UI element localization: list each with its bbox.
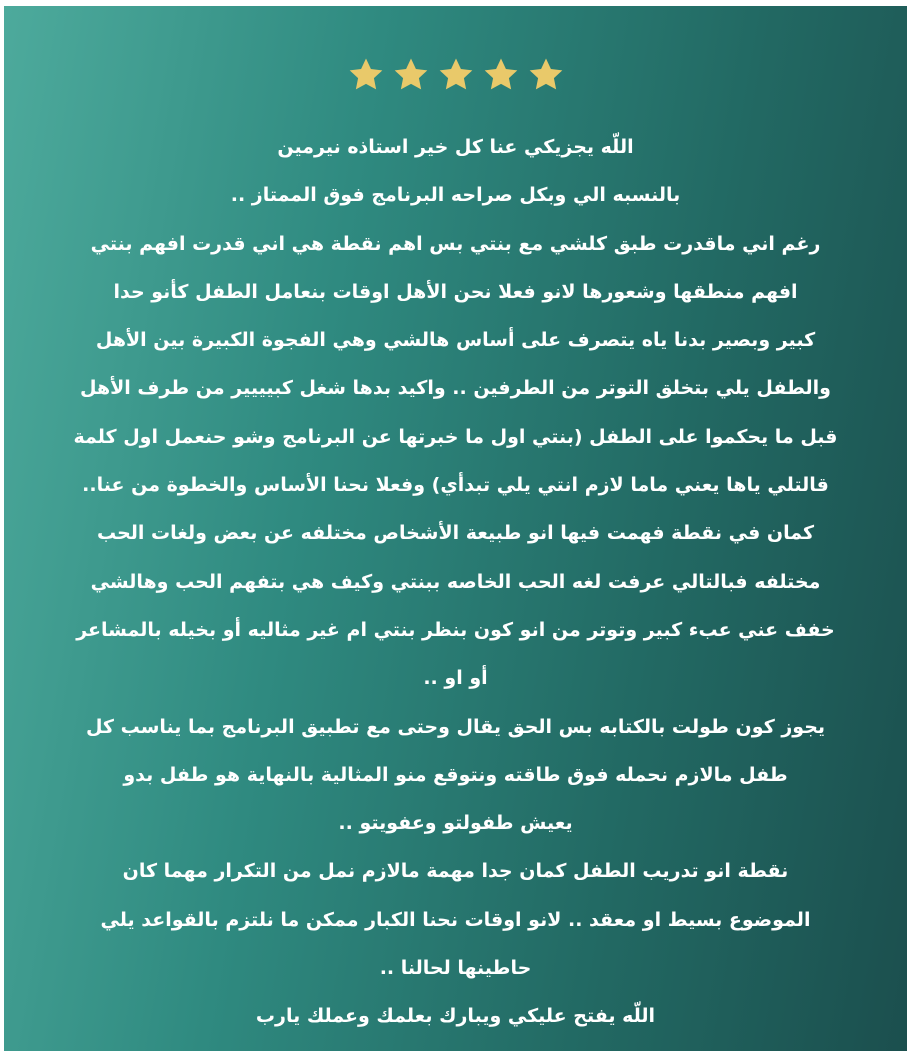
review-line: طفل مالازم نحمله فوق طاقته ونتوقع منو المثالية بالنهاية هو طفل بدو	[123, 763, 788, 786]
review-line: اللّه يجزيكي عنا كل خير استاذه نيرمين	[277, 136, 634, 158]
review-line: قالتلي ياها يعني ماما لازم انتي يلي تبدأي) وفعلا نحنا الأساس والخطوة من عنا..	[82, 474, 829, 497]
review-line: كبير وبصير بدنا ياه يتصرف على أساس هالشي وهي الفجوة الكبيرة بين الأهل	[95, 329, 816, 352]
review-text	[34, 123, 877, 1041]
star-icon	[347, 56, 385, 94]
star-icon	[392, 56, 430, 94]
star-icon	[482, 56, 520, 94]
review-line: بالنسبه الي وبكل صراحه البرنامج فوق الممتاز ..	[230, 184, 681, 207]
star-rating	[4, 56, 907, 96]
review-line: والطفل يلي بتخلق التوتر من الطرفين .. واكيد بدها شغل كبيييير من طرف الأهل	[80, 377, 831, 400]
review-line: كمان في نقطة فهمت فيها انو طبيعة الأشخاص مختلفه عن بعض ولغات الحب	[96, 522, 815, 545]
review-line: أو او ..	[423, 667, 488, 690]
testimonial-card	[4, 6, 907, 1051]
review-line: يجوز كون طولت بالكتابه بس الحق يقال وحتى مع تطبيق البرنامج بما يناسب كل	[85, 715, 826, 738]
review-line: رغم اني ماقدرت طبق كلشي مع بنتي بس اهم نقطة هي اني قدرت افهم بنتي	[90, 232, 821, 255]
review-line: حاطينها لحالنا ..	[379, 957, 532, 980]
review-line: قبل ما يحكموا على الطفل (بنتي اول ما خبرتها عن البرنامج وشو حنعمل اول كلمة	[73, 425, 838, 448]
review-line: خفف عني عبء كبير وتوتر من انو كون بنظر بنتي ام غير مثاليه أو بخيله بالمشاعر	[76, 618, 835, 641]
review-line: نقطة انو تدريب الطفل كمان جدا مهمة مالازم نمل من التكرار مهما كان	[122, 860, 789, 883]
review-line: مختلفه فبالتالي عرفت لغه الحب الخاصه ببنتي وكيف هي بتفهم الحب وهالشي	[90, 570, 821, 593]
review-line: افهم منطقها وشعورها لانو فعلا نحن الأهل اوقات بنعامل الطفل كأنو حدا	[113, 280, 798, 303]
review-line: يعيش طفولتو وعفويتو ..	[338, 812, 573, 835]
star-icon	[437, 56, 475, 94]
review-line: الموضوع بسيط او معقد .. لانو اوقات نحنا الكبار ممكن ما نلتزم بالقواعد يلي	[100, 908, 811, 931]
star-icon	[527, 56, 565, 94]
review-line: اللّه يفتح عليكي ويبارك بعلمك وعملك يارب	[255, 1005, 656, 1028]
